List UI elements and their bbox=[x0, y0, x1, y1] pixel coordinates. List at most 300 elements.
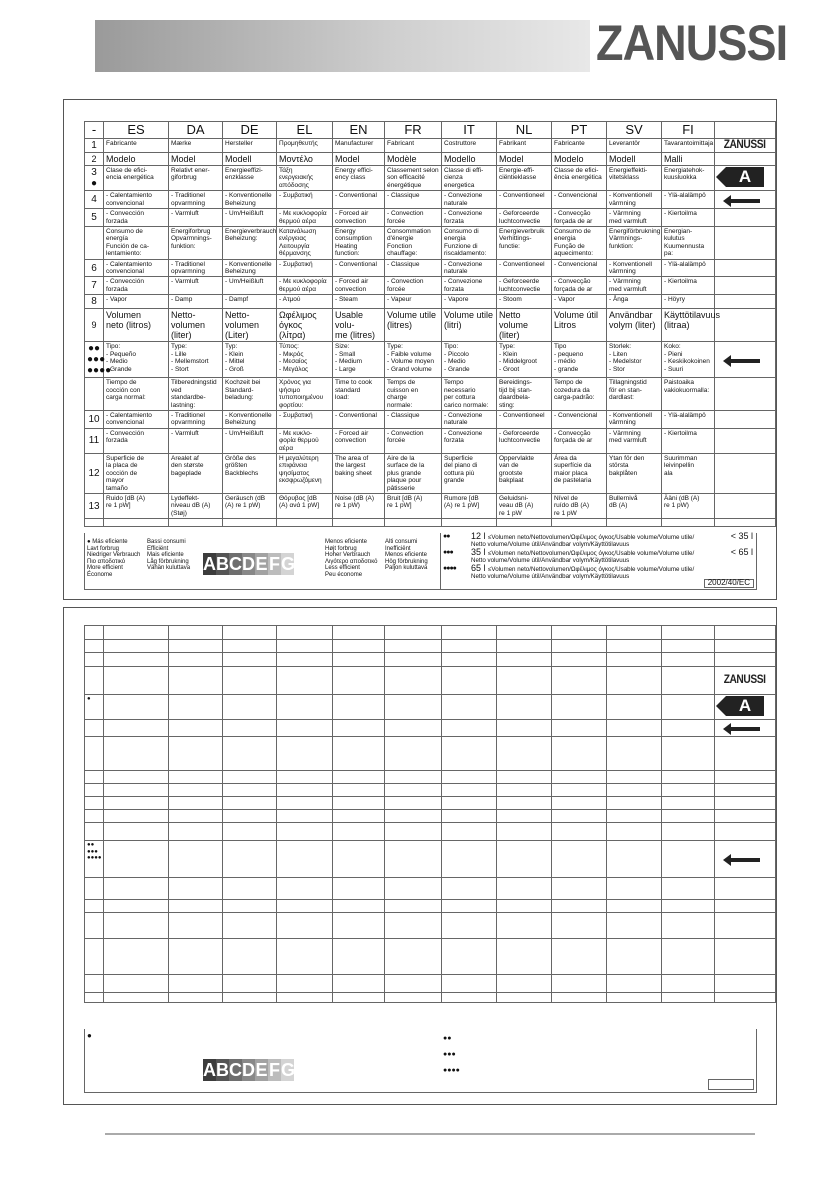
table-cell: - Convección forzada bbox=[104, 428, 169, 453]
blank-cell bbox=[552, 626, 607, 640]
table-cell: Consommation d'énergie Fonction chauffage: bbox=[385, 227, 442, 260]
blank-cell bbox=[385, 626, 442, 640]
table-cell: Energian- kulutus Kuumennusta pa: bbox=[662, 227, 715, 260]
blank-cell bbox=[442, 939, 497, 975]
row-icon-cell bbox=[715, 259, 776, 277]
table-cell: Rumore [dB (A) re 1 pW] bbox=[442, 493, 497, 518]
blank-cell bbox=[442, 771, 497, 784]
table-cell: Suurimman leivinpellin ala bbox=[662, 453, 715, 493]
volume-limit: < 65 l bbox=[730, 547, 753, 557]
table-cell: Κατανάλωση ενέργειας Λειτουργία θέρμανσης bbox=[277, 227, 333, 260]
blank-row bbox=[85, 913, 776, 939]
blank-row-marker bbox=[85, 810, 104, 823]
table-cell: Volumen neto (litros) bbox=[104, 309, 169, 342]
table-row bbox=[85, 410, 776, 428]
table-cell: - Calentamiento convencional bbox=[104, 259, 169, 277]
table-cell: - Forced air convection bbox=[333, 277, 385, 295]
table-cell: Model bbox=[497, 153, 552, 166]
efficiency-label: Alti consumi bbox=[385, 539, 418, 545]
table-cell: - Classique bbox=[385, 259, 442, 277]
blank-icon-cell bbox=[715, 823, 776, 841]
blank-icon-cell bbox=[715, 640, 776, 653]
header-cell: PT bbox=[552, 122, 607, 139]
table-cell: - Kiertoilma bbox=[662, 209, 715, 227]
blank-cell bbox=[662, 913, 715, 939]
blank-cell bbox=[104, 823, 169, 841]
blank-cell bbox=[497, 975, 552, 993]
blank-row bbox=[85, 653, 776, 667]
volume-note bbox=[441, 549, 757, 565]
table-cell: - Με κυκλοφορία θερμού αέρα bbox=[277, 277, 333, 295]
blank-icon-cell bbox=[715, 720, 776, 737]
blank-cell bbox=[169, 939, 223, 975]
table-cell: Leverantör bbox=[607, 139, 662, 153]
blank-cell bbox=[277, 519, 333, 527]
blank-cell bbox=[497, 695, 552, 720]
blank-cell bbox=[385, 771, 442, 784]
blank-cell bbox=[277, 771, 333, 784]
table-cell: Energy effici- ency class bbox=[333, 166, 385, 191]
blank-cell bbox=[607, 737, 662, 771]
efficiency-label: Peu économe bbox=[325, 571, 363, 578]
blank-cell bbox=[277, 626, 333, 640]
table-cell: Τάξη ενεργειακής απόδοσης bbox=[277, 166, 333, 191]
table-cell: - Ylä-alalämpö bbox=[662, 259, 715, 277]
table-cell: - Värmning med varmluft bbox=[607, 428, 662, 453]
row-icon-cell bbox=[715, 378, 776, 411]
table-cell: - Kiertoilma bbox=[662, 277, 715, 295]
blank-cell bbox=[333, 695, 385, 720]
blank-icon-cell bbox=[715, 900, 776, 913]
table-cell: Koko: - Pieni - Keskikokoinen - Suuri bbox=[662, 342, 715, 378]
blank-cell bbox=[385, 519, 442, 527]
blank-row-marker bbox=[85, 626, 104, 640]
blank-row-marker bbox=[85, 667, 104, 695]
blank-cell bbox=[104, 737, 169, 771]
blank-icon-cell bbox=[715, 737, 776, 771]
blank-row-marker bbox=[85, 640, 104, 653]
blank-cell bbox=[104, 878, 169, 900]
blank-cell bbox=[223, 797, 277, 810]
blank-cell bbox=[552, 975, 607, 993]
blank-cell bbox=[662, 653, 715, 667]
blank-cell bbox=[662, 771, 715, 784]
blank-icon-cell bbox=[715, 913, 776, 939]
blank-cell bbox=[552, 784, 607, 797]
blank-cell bbox=[552, 810, 607, 823]
blank-cell bbox=[333, 519, 385, 527]
blank-cell bbox=[385, 653, 442, 667]
table-cell: - Geforceerde luchtconvectie bbox=[497, 428, 552, 453]
row-number: 8 bbox=[85, 295, 104, 309]
row-icon-cell bbox=[715, 136, 776, 153]
blank-cell bbox=[223, 993, 277, 1003]
table-cell: Noise (dB (A) re 1 pW) bbox=[333, 493, 385, 518]
blank-row-marker bbox=[85, 993, 104, 1003]
efficiency-label: Menos eficiente bbox=[325, 539, 368, 545]
table-cell: Tempo necessario per cottura carico normale: bbox=[442, 378, 497, 411]
table-cell: - Traditionel opvarmning bbox=[169, 410, 223, 428]
blank-cell bbox=[552, 519, 607, 527]
row-icon-cell bbox=[715, 428, 776, 453]
table-cell: Η μεγαλύτερη επιφάνεια ψησίματος εκσφρωζόμενη bbox=[277, 453, 333, 493]
table-cell: Tipo: - Pequeño - Medio - Grande bbox=[104, 342, 169, 378]
blank-row-marker: ●● ●●● ●●●● bbox=[85, 841, 104, 878]
efficiency-label: Mais eficiente bbox=[147, 552, 184, 559]
scale-letter: B bbox=[216, 554, 229, 574]
efficient-labels-2 bbox=[147, 539, 190, 572]
header-cell: SV bbox=[607, 122, 662, 139]
table-cell: Costruttore bbox=[442, 139, 497, 153]
blank-icon-cell bbox=[715, 939, 776, 975]
table-cell: Manufacturer bbox=[333, 139, 385, 153]
blank-cell bbox=[497, 720, 552, 737]
blank-cell bbox=[662, 823, 715, 841]
table-cell: - Ylä-alalämpö bbox=[662, 410, 715, 428]
blank-cell bbox=[552, 823, 607, 841]
blank-cell bbox=[277, 737, 333, 771]
blank-cell bbox=[442, 900, 497, 913]
table-cell: - Convezione forzata bbox=[442, 209, 497, 227]
blank-row-marker bbox=[85, 878, 104, 900]
efficient-labels bbox=[87, 539, 140, 579]
table-cell: - Convencional bbox=[552, 191, 607, 209]
table-cell: Προμηθευτής bbox=[277, 139, 333, 153]
blank-cell bbox=[223, 519, 277, 527]
table-cell: Fabricant bbox=[385, 139, 442, 153]
blank-cell bbox=[104, 939, 169, 975]
table-cell: Käyttötilavuus (litraa) bbox=[662, 309, 715, 342]
table-cell: - Calentamiento convencional bbox=[104, 191, 169, 209]
table-cell: Model bbox=[333, 153, 385, 166]
table-row bbox=[85, 153, 776, 166]
blank-cell bbox=[607, 720, 662, 737]
blank-cell bbox=[223, 900, 277, 913]
blank-icon-cell bbox=[715, 975, 776, 993]
blank-cell bbox=[662, 878, 715, 900]
table-header-row bbox=[85, 122, 776, 139]
arrow-left-icon bbox=[730, 858, 760, 862]
blank-cell bbox=[607, 975, 662, 993]
scale-letter: E bbox=[255, 1060, 268, 1080]
blank-row bbox=[85, 626, 776, 640]
volume-dots: ●●●● bbox=[443, 565, 456, 572]
efficiency-label: Inefficiënt bbox=[385, 545, 411, 552]
blank-cell bbox=[104, 784, 169, 797]
table-cell: Clase de efici- encia energética bbox=[104, 166, 169, 191]
blank-foot-marker: ● bbox=[87, 1031, 92, 1040]
blank-cell bbox=[662, 939, 715, 975]
blank-row bbox=[85, 771, 776, 784]
blank-cell bbox=[333, 975, 385, 993]
volume-value: 12 l bbox=[471, 531, 489, 541]
table-cell: Volume utile (litres) bbox=[385, 309, 442, 342]
table-cell: Energieeffizi- enzklasse bbox=[223, 166, 277, 191]
blank-row bbox=[85, 737, 776, 771]
blank-cell bbox=[607, 771, 662, 784]
blank-cell bbox=[277, 667, 333, 695]
table-cell: - Conventional bbox=[333, 259, 385, 277]
volume-dots: ●●● bbox=[443, 549, 453, 556]
blank-row bbox=[85, 900, 776, 913]
blank-cell bbox=[662, 737, 715, 771]
blank-cell bbox=[385, 841, 442, 878]
table-cell: - Ατμού bbox=[277, 295, 333, 309]
blank-cell bbox=[277, 878, 333, 900]
blank-cell bbox=[497, 939, 552, 975]
table-cell: Paistoaika vakiokuormalla: bbox=[662, 378, 715, 411]
table-cell: - Vapor bbox=[552, 295, 607, 309]
class-a-badge-icon: A bbox=[726, 696, 764, 716]
table-row bbox=[85, 493, 776, 518]
table-cell: Energieverbruik Verhittings- functie: bbox=[497, 227, 552, 260]
blank-cell bbox=[497, 667, 552, 695]
blank-cell bbox=[385, 640, 442, 653]
blank-icon-cell bbox=[715, 771, 776, 784]
row-number: ●● ●●● ●●●● bbox=[85, 342, 104, 378]
blank-cell bbox=[223, 823, 277, 841]
blank-cell bbox=[662, 900, 715, 913]
efficiency-label: ● Más eficiente bbox=[87, 539, 128, 545]
blank-cell bbox=[497, 823, 552, 841]
blank-icon-cell bbox=[715, 653, 776, 667]
table-cell: - Geforceerde luchtconvectie bbox=[497, 277, 552, 295]
blank-cell bbox=[385, 975, 442, 993]
blank-cell bbox=[497, 640, 552, 653]
blank-foot-dots: ●●● bbox=[443, 1051, 456, 1058]
blank-cell bbox=[662, 975, 715, 993]
blank-cell bbox=[552, 667, 607, 695]
table-cell: - Convezione naturale bbox=[442, 410, 497, 428]
table-cell: - Convecção forçada de ar bbox=[552, 428, 607, 453]
blank-volume-dots bbox=[443, 1031, 460, 1079]
table-cell: Fabricante bbox=[552, 139, 607, 153]
table-cell: Modell bbox=[223, 153, 277, 166]
blank-row-marker bbox=[85, 797, 104, 810]
table-cell: - Traditionel opvarmning bbox=[169, 191, 223, 209]
header-cell: EL bbox=[277, 122, 333, 139]
blank-cell bbox=[385, 878, 442, 900]
table-row bbox=[85, 227, 776, 260]
table-cell: Volume utile (litri) bbox=[442, 309, 497, 342]
row-icon-cell bbox=[715, 191, 776, 209]
blank-cell bbox=[223, 640, 277, 653]
efficiency-scale bbox=[203, 553, 294, 575]
volume-text: ≤Volumen neto/Nettovolumen/Ωφέλιμος όγκος/Usable volume/Volume utile/ Netto volume/Volume útil/Användbar volym/Käyttötilavuus bbox=[471, 566, 695, 580]
table-cell: - Convezione naturale bbox=[442, 191, 497, 209]
blank-directive-box bbox=[708, 1079, 754, 1090]
blank-cell bbox=[607, 878, 662, 900]
table-cell: - Ylä-alalämpö bbox=[662, 191, 715, 209]
table-cell: Relativt ener- giforbrug bbox=[169, 166, 223, 191]
row-number: 10 bbox=[85, 410, 104, 428]
efficiency-label: Hoher Verbrauch bbox=[325, 552, 371, 559]
table-cell: Superficie de la placa de cocción de mayor tamaño bbox=[104, 453, 169, 493]
blank-icon-cell bbox=[715, 810, 776, 823]
blank-cell bbox=[607, 640, 662, 653]
table-cell: Consumo di energia Funzione di riscaldamento: bbox=[442, 227, 497, 260]
volume-value: 65 l bbox=[471, 563, 489, 573]
blank-cell bbox=[442, 519, 497, 527]
table-cell: Geräusch (dB (A) re 1 pW) bbox=[223, 493, 277, 518]
blank-cell bbox=[169, 797, 223, 810]
table-cell: Usable volu- me (litres) bbox=[333, 309, 385, 342]
blank-cell bbox=[169, 695, 223, 720]
efficiency-label: Låg förbrukning bbox=[147, 558, 189, 565]
table-cell: Energie-effi- ciëntieklasse bbox=[497, 166, 552, 191]
blank-row bbox=[85, 810, 776, 823]
less-efficient-labels bbox=[325, 539, 377, 579]
row-icon-cell bbox=[715, 153, 776, 166]
blank-row bbox=[85, 939, 776, 975]
blank-cell bbox=[333, 667, 385, 695]
blank-cell bbox=[333, 939, 385, 975]
blank-cell bbox=[333, 737, 385, 771]
table-cell: - Convection forcée bbox=[385, 209, 442, 227]
efficiency-label: Højt forbrug bbox=[325, 545, 357, 552]
blank-cell bbox=[607, 900, 662, 913]
blank-cell bbox=[607, 519, 662, 527]
table-cell: Tipo - pequeno - médio - grande bbox=[552, 342, 607, 378]
blank-cell bbox=[277, 653, 333, 667]
blank-cell bbox=[104, 975, 169, 993]
table-row bbox=[85, 378, 776, 411]
table-cell: - Convecção forçada de ar bbox=[552, 277, 607, 295]
table-cell: Malli bbox=[662, 153, 715, 166]
table-cell: Θόρυβος [dB (A) ανά 1 pW] bbox=[277, 493, 333, 518]
table-cell: Energiatehok- kuusluokka bbox=[662, 166, 715, 191]
table-cell: - Convencional bbox=[552, 410, 607, 428]
table-cell: - Με κυκλοφορία θερμού αέρα bbox=[277, 209, 333, 227]
row-icon-cell bbox=[715, 209, 776, 227]
arrow-left-icon bbox=[730, 199, 760, 203]
table-cell: Größe des größten Backblechs bbox=[223, 453, 277, 493]
table-cell: - Geforceerde luchtconvectie bbox=[497, 209, 552, 227]
blank-cell bbox=[333, 626, 385, 640]
table-cell: - Um/Heißluft bbox=[223, 277, 277, 295]
blank-cell bbox=[169, 878, 223, 900]
table-cell: - Convencional bbox=[552, 259, 607, 277]
blank-cell bbox=[333, 810, 385, 823]
table-cell: Aire de la surface de la plus grande plaque pour pâtisserie bbox=[385, 453, 442, 493]
table-cell: - Conventional bbox=[333, 191, 385, 209]
row-icon-cell bbox=[715, 342, 776, 378]
row-number: 3 ● bbox=[85, 166, 104, 191]
blank-cell bbox=[552, 640, 607, 653]
blank-cell bbox=[223, 913, 277, 939]
volume-value: 35 l bbox=[471, 547, 489, 557]
table-cell: - Convection forcée bbox=[385, 277, 442, 295]
blank-row-marker bbox=[85, 823, 104, 841]
efficiency-label: Lavt forbrug bbox=[87, 545, 120, 552]
table-cell: Bruit [dB (A) re 1 pW] bbox=[385, 493, 442, 518]
blank-cell bbox=[442, 784, 497, 797]
blank-cell bbox=[104, 519, 169, 527]
row-number: 6 bbox=[85, 259, 104, 277]
blank-cell bbox=[169, 810, 223, 823]
blank-cell bbox=[333, 784, 385, 797]
blank-cell bbox=[277, 720, 333, 737]
table-cell: - Varmluft bbox=[169, 277, 223, 295]
blank-cell bbox=[607, 823, 662, 841]
header-cell: DA bbox=[169, 122, 223, 139]
table-cell: Typ: - Klein - Mittel - Groß bbox=[223, 342, 277, 378]
blank-cell bbox=[169, 519, 223, 527]
blank-cell bbox=[607, 653, 662, 667]
table-cell: - Konventionell värmning bbox=[607, 410, 662, 428]
less-efficient-labels-2 bbox=[385, 539, 428, 572]
blank-cell bbox=[442, 993, 497, 1003]
blank-foot-dots: ●●●● bbox=[443, 1067, 460, 1074]
row-number: 9 bbox=[85, 309, 104, 342]
table-cell: Oppervlakte van de grootste bakplaat bbox=[497, 453, 552, 493]
table-row-blank bbox=[85, 519, 776, 527]
table-cell: Lydeffekt- niveau dB (A) (Støj) bbox=[169, 493, 223, 518]
table-cell: - Convection forcée bbox=[385, 428, 442, 453]
blank-cell bbox=[552, 913, 607, 939]
table-cell: Fabricante bbox=[104, 139, 169, 153]
blank-row-marker bbox=[85, 975, 104, 993]
table-cell: - Kiertoilma bbox=[662, 428, 715, 453]
efficiency-footer bbox=[84, 533, 757, 590]
table-cell: - Conventioneel bbox=[497, 191, 552, 209]
blank-icon-cell bbox=[715, 626, 776, 640]
blank-cell bbox=[497, 519, 552, 527]
blank-cell bbox=[552, 993, 607, 1003]
blank-cell bbox=[442, 878, 497, 900]
blank-cell bbox=[169, 640, 223, 653]
table-cell: - Konventionelle Beheizung bbox=[223, 191, 277, 209]
blank-cell bbox=[277, 695, 333, 720]
energy-label-table bbox=[84, 121, 776, 527]
scale-letter: B bbox=[216, 1060, 229, 1080]
table-cell: Kochzeit bei Standard- beladung: bbox=[223, 378, 277, 411]
blank-cell bbox=[607, 626, 662, 640]
efficiency-label: Πιο αποδοτικό bbox=[87, 558, 126, 565]
row-icon-cell bbox=[715, 277, 776, 295]
table-cell: - Värmning med varmluft bbox=[607, 209, 662, 227]
blank-cell bbox=[385, 784, 442, 797]
blank-cell bbox=[333, 841, 385, 878]
table-cell: Tiempo de cocción con carga normal: bbox=[104, 378, 169, 411]
blank-cell bbox=[442, 913, 497, 939]
table-cell: - Varmluft bbox=[169, 209, 223, 227]
blank-cell bbox=[277, 900, 333, 913]
blank-cell bbox=[104, 667, 169, 695]
scale-letter: A bbox=[203, 554, 216, 574]
scale-letter: A bbox=[203, 1060, 216, 1080]
table-cell: Tillagningstid för en stan- dardlast: bbox=[607, 378, 662, 411]
blank-cell bbox=[223, 695, 277, 720]
blank-efficiency-scale bbox=[203, 1059, 294, 1081]
blank-cell bbox=[169, 667, 223, 695]
blank-cell bbox=[223, 841, 277, 878]
blank-cell bbox=[442, 975, 497, 993]
blank-cell bbox=[662, 797, 715, 810]
blank-row bbox=[85, 841, 776, 878]
row-number: 2 bbox=[85, 153, 104, 166]
blank-cell bbox=[104, 653, 169, 667]
table-cell: Área da superfície da maior placa de pastelaria bbox=[552, 453, 607, 493]
blank-row bbox=[85, 640, 776, 653]
blank-cell bbox=[607, 913, 662, 939]
blank-cell bbox=[333, 797, 385, 810]
efficiency-label: Niedriger Verbrauch bbox=[87, 552, 141, 559]
table-cell: Ytan för den största bakplåten bbox=[607, 453, 662, 493]
table-cell: - Konventionelle Beheizung bbox=[223, 410, 277, 428]
row-icon-cell bbox=[715, 227, 776, 260]
table-row bbox=[85, 209, 776, 227]
